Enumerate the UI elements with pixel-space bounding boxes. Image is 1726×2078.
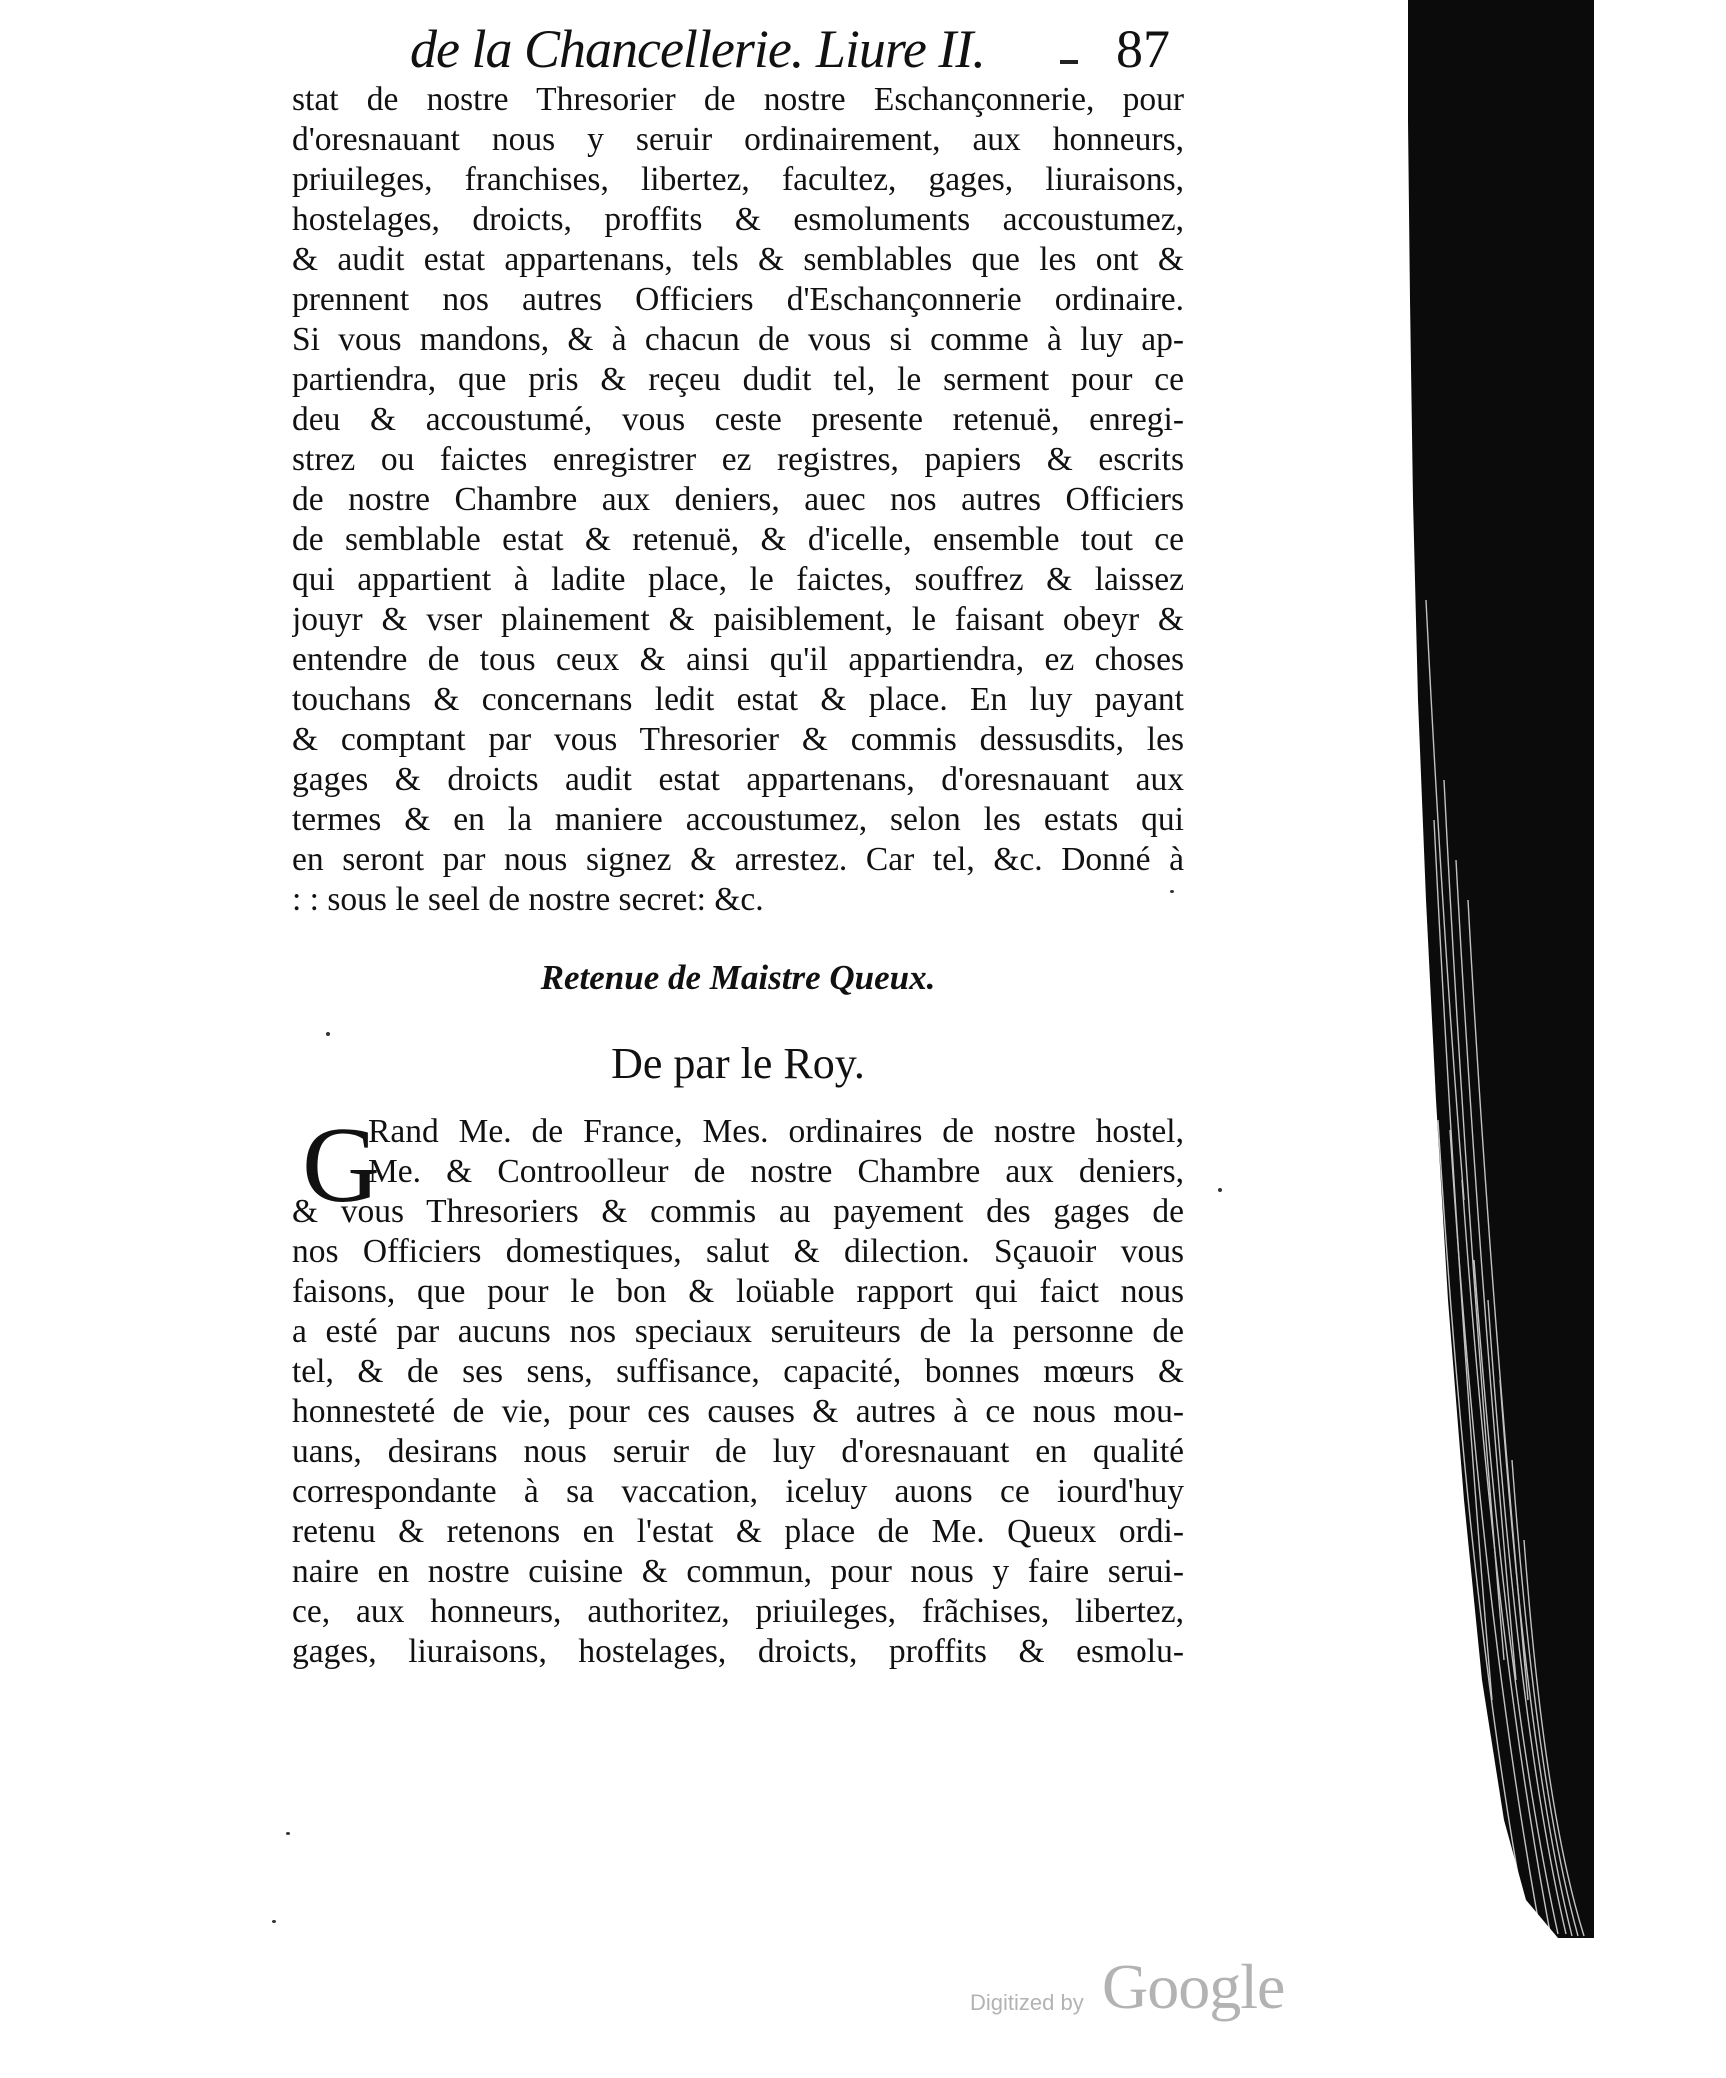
text-line: Me. & Controolleur de nostre Chambre aux deniers,	[368, 1153, 1184, 1190]
text-line: strez ou faictes enregistrer ez registres, papiers & escrits	[292, 441, 1184, 478]
text-line: nos Officiers domestiques, salut & dilection. Sçauoir vous	[292, 1233, 1184, 1270]
book-edge-shadow	[1408, 0, 1594, 1938]
running-header	[410, 18, 1170, 88]
header-rule	[1060, 60, 1078, 64]
passage-one	[292, 80, 1184, 920]
text-line: gages, liuraisons, hostelages, droicts, proffits & esmolu-	[292, 1633, 1184, 1670]
text-line: termes & en la maniere accoustumez, selon les estats qui	[292, 801, 1184, 838]
text-line: & audit estat appartenans, tels & semblables que les ont &	[292, 241, 1184, 278]
decree-title: De par le Roy.	[611, 1039, 865, 1088]
text-line: de semblable estat & retenuë, & d'icelle, ensemble tout ce	[292, 521, 1184, 558]
passage-two	[292, 1106, 1184, 1672]
text-line: a esté par aucuns nos speciaux seruiteurs de la personne de	[292, 1313, 1184, 1350]
text-line: qui appartient à ladite place, le faictes, souffrez & laissez	[292, 561, 1184, 598]
text-line: de nostre Chambre aux deniers, auec nos autres Officiers	[292, 481, 1184, 518]
text-line: stat de nostre Thresorier de nostre Eschançonnerie, pour	[292, 81, 1184, 118]
text-line: honnesteté de vie, pour ces causes & autres à ce nous mou-	[292, 1393, 1184, 1430]
text-line: tel, & de ses sens, suffisance, capacité, bonnes mœurs &	[292, 1353, 1184, 1390]
text-line: touchans & concernans ledit estat & place. En luy payant	[292, 681, 1184, 718]
drop-cap-initial: G	[302, 1106, 380, 1225]
text-line: uans, desirans nous seruir de luy d'oresnauant en qualité	[292, 1433, 1184, 1470]
print-speck	[326, 1032, 330, 1036]
text-line: priuileges, franchises, libertez, facultez, gages, liuraisons,	[292, 161, 1184, 198]
text-line: : : sous le seel de nostre secret: &c.	[292, 881, 764, 918]
text-line: entendre de tous ceux & ainsi qu'il appartiendra, ez choses	[292, 641, 1184, 678]
print-speck	[272, 1920, 276, 1923]
print-speck	[286, 1832, 290, 1835]
text-line: Si vous mandons, & à chacun de vous si comme à luy ap-	[292, 321, 1184, 358]
print-speck	[1170, 890, 1174, 893]
text-line: en seront par nous signez & arrestez. Car tel, &c. Donné à	[292, 841, 1184, 878]
text-line: & comptant par vous Thresorier & commis dessusdits, les	[292, 721, 1184, 758]
text-line: faisons, que pour le bon & loüable rapport qui faict nous	[292, 1273, 1184, 1310]
text-line: naire en nostre cuisine & commun, pour nous y faire serui-	[292, 1553, 1184, 1590]
text-line: partiendra, que pris & reçeu dudit tel, le serment pour ce	[292, 361, 1184, 398]
text-line: correspondante à sa vaccation, iceluy auons ce iourd'huy	[292, 1473, 1184, 1510]
print-speck	[1218, 1188, 1222, 1192]
watermark-prefix: Digitized by	[970, 1990, 1084, 2015]
text-line: d'oresnauant nous y seruir ordinairement, aux honneurs,	[292, 121, 1184, 158]
digitized-watermark	[970, 1950, 1310, 2030]
running-title: de la Chancellerie. Liure II.	[410, 19, 985, 79]
watermark-brand: Google	[1102, 1951, 1285, 2022]
text-line: Rand Me. de France, Mes. ordinaires de nostre hostel,	[368, 1113, 1184, 1150]
text-line: retenu & retenons en l'estat & place de Me. Queux ordi-	[292, 1513, 1184, 1550]
text-line: & vous Thresoriers & commis au payement des gages de	[292, 1193, 1184, 1230]
text-line: deu & accoustumé, vous ceste presente retenuë, enregi-	[292, 401, 1184, 438]
section-heading: Retenue de Maistre Queux.	[540, 958, 936, 997]
page-number: 87	[1116, 19, 1170, 79]
text-line: jouyr & vser plainement & paisiblement, le faisant obeyr &	[292, 601, 1184, 638]
text-line: ce, aux honneurs, authoritez, priuileges, frãchises, libertez,	[292, 1593, 1184, 1630]
text-line: prennent nos autres Officiers d'Eschançonnerie ordinaire.	[292, 281, 1184, 318]
text-line: gages & droicts audit estat appartenans, d'oresnauant aux	[292, 761, 1184, 798]
text-line: hostelages, droicts, proffits & esmoluments accoustumez,	[292, 201, 1184, 238]
